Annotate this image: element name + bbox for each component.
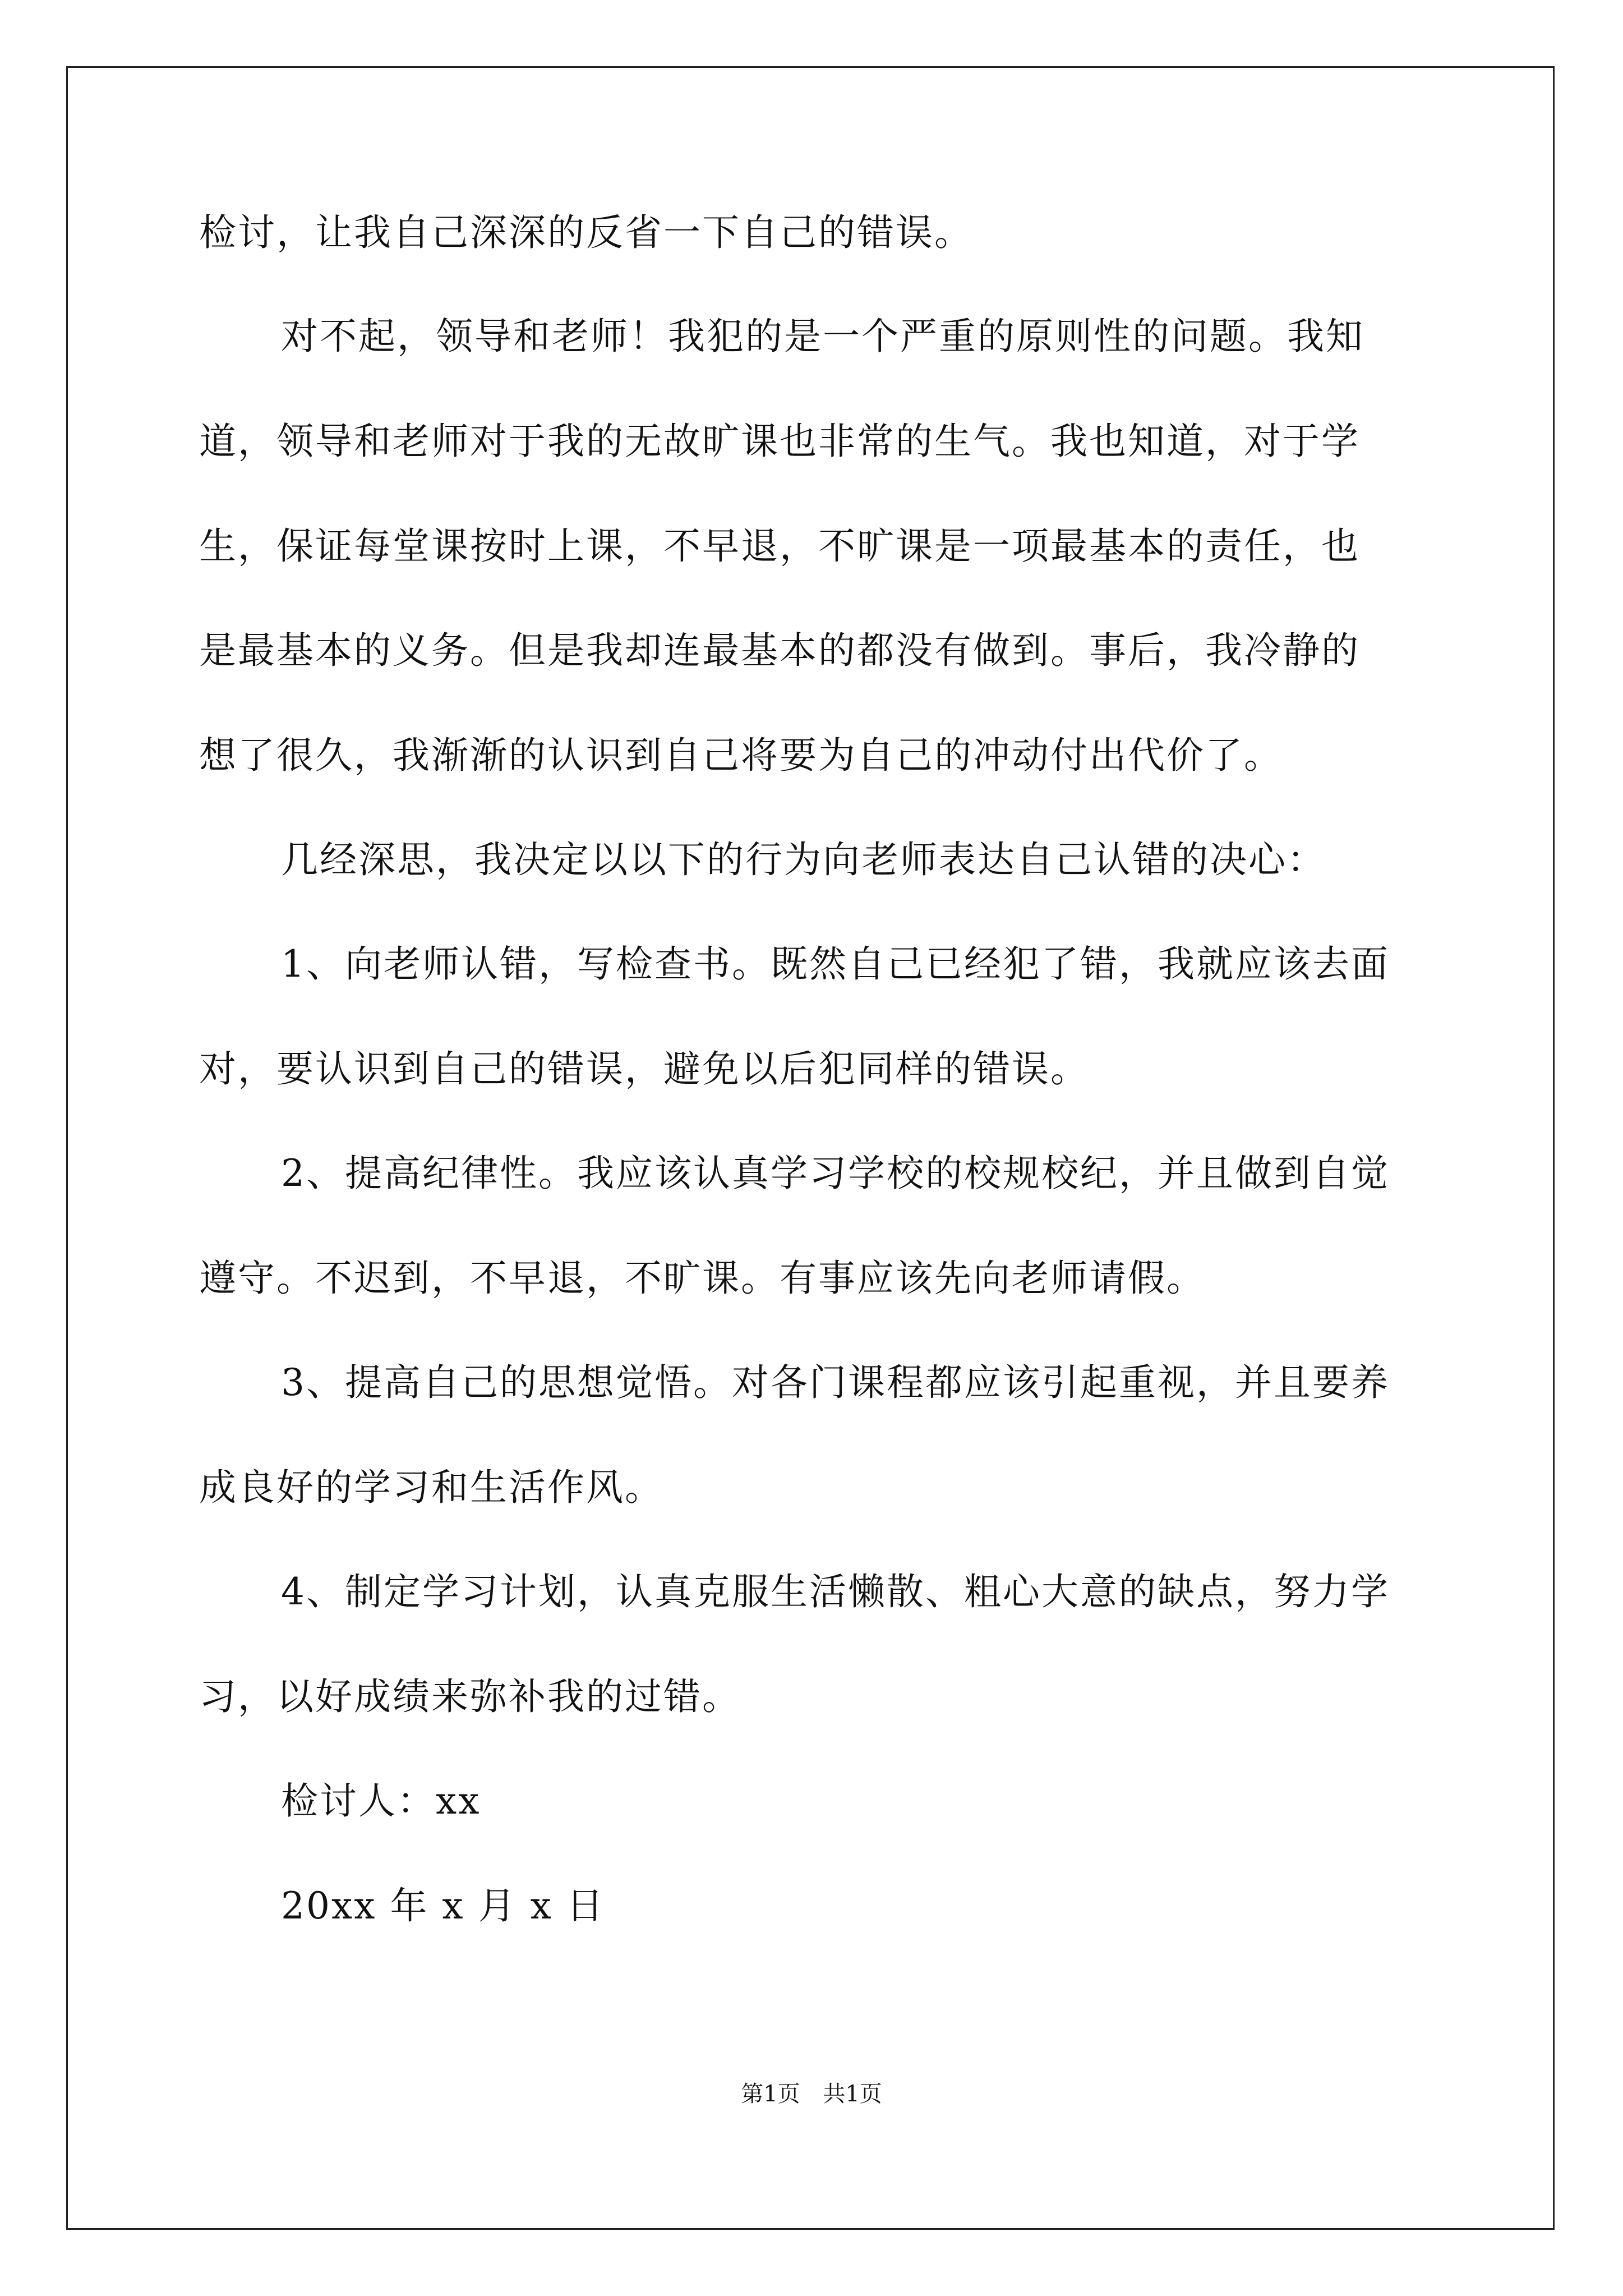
paragraph-line: 成良好的学习和生活作风。 bbox=[199, 1466, 663, 1509]
paragraph-line: 2、提高纪律性。我应该认真学习学校的校规校纪，并且做到自觉 bbox=[281, 1152, 1390, 1195]
paragraph-line: 对，要认识到自己的错误，避免以后犯同样的错误。 bbox=[199, 1047, 1089, 1091]
paragraph-line: 检讨，让我自己深深的反省一下自己的错误。 bbox=[199, 211, 973, 254]
paragraph-line: 遵守。不迟到，不早退，不旷课。有事应该先向老师请假。 bbox=[199, 1257, 1205, 1300]
date-line: 20xx 年 x 月 x 日 bbox=[281, 1884, 605, 1927]
paragraph-line: 1、向老师认错，写检查书。既然自己已经犯了错，我就应该去面 bbox=[281, 942, 1390, 986]
paragraph-line: 对不起，领导和老师！我犯的是一个严重的原则性的问题。我知 bbox=[281, 315, 1364, 358]
paragraph-line: 想了很久，我渐渐的认识到自己将要为自己的冲动付出代价了。 bbox=[199, 734, 1283, 777]
page-footer bbox=[0, 2080, 1623, 2108]
page-number-total: 共1页 bbox=[823, 2081, 882, 2107]
paragraph-line: 是最基本的义务。但是我却连最基本的都没有做到。事后，我冷静的 bbox=[199, 629, 1360, 672]
paragraph-line: 4、制定学习计划，认真克服生活懒散、粗心大意的缺点，努力学 bbox=[281, 1570, 1390, 1613]
paragraph-line: 习，以好成绩来弥补我的过错。 bbox=[199, 1675, 741, 1718]
paragraph-line: 3、提高自己的思想觉悟。对各门课程都应该引起重视，并且要养 bbox=[281, 1361, 1390, 1404]
paragraph-line: 生，保证每堂课按时上课，不早退，不旷课是一项最基本的责任，也 bbox=[199, 524, 1360, 568]
page-number-current: 第1页 bbox=[741, 2081, 800, 2107]
signature-line: 检讨人：xx bbox=[281, 1779, 481, 1823]
paragraph-line: 几经深思，我决定以以下的行为向老师表达自己认错的决心： bbox=[281, 838, 1326, 881]
paragraph-line: 道，领导和老师对于我的无故旷课也非常的生气。我也知道，对于学 bbox=[199, 420, 1360, 463]
